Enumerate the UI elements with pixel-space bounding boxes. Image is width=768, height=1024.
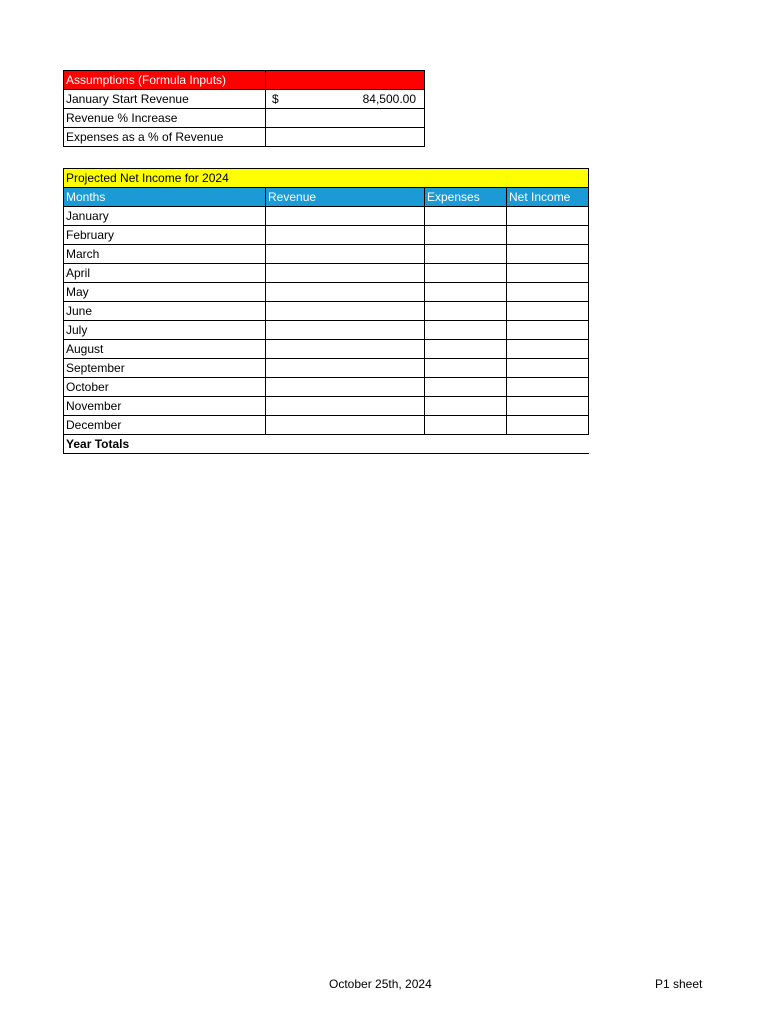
table-row	[64, 302, 589, 321]
net-income-cell[interactable]	[507, 359, 589, 378]
revenue-cell[interactable]	[266, 226, 425, 245]
assumption-value-revenue-increase[interactable]	[266, 109, 425, 128]
revenue-cell[interactable]	[266, 321, 425, 340]
expenses-cell[interactable]	[425, 264, 507, 283]
revenue-cell[interactable]	[266, 378, 425, 397]
table-row	[64, 359, 589, 378]
year-totals-expenses[interactable]	[425, 435, 507, 454]
expenses-cell[interactable]	[425, 283, 507, 302]
projection-title-row	[64, 169, 589, 188]
expenses-cell[interactable]	[425, 397, 507, 416]
month-cell[interactable]: January	[64, 207, 266, 226]
month-cell[interactable]: February	[64, 226, 266, 245]
month-cell[interactable]: May	[64, 283, 266, 302]
table-row	[64, 397, 589, 416]
expenses-cell[interactable]	[425, 207, 507, 226]
expenses-cell[interactable]	[425, 359, 507, 378]
currency-symbol: $	[272, 92, 279, 106]
year-totals-row	[64, 435, 589, 454]
table-row	[64, 226, 589, 245]
assumptions-header-row	[64, 71, 425, 90]
revenue-cell[interactable]	[266, 397, 425, 416]
net-income-cell[interactable]	[507, 416, 589, 435]
footer-page-label: P1 sheet	[655, 977, 703, 991]
assumptions-table	[63, 70, 425, 147]
net-income-cell[interactable]	[507, 378, 589, 397]
assumption-label-revenue-increase[interactable]: Revenue % Increase	[64, 109, 266, 128]
table-row	[64, 378, 589, 397]
footer-date: October 25th, 2024	[329, 977, 432, 991]
assumption-value-january-start-revenue[interactable]	[266, 90, 425, 109]
assumption-label-expenses-percent[interactable]: Expenses as a % of Revenue	[64, 128, 266, 147]
assumption-row	[64, 90, 425, 109]
assumption-value-expenses-percent[interactable]	[266, 128, 425, 147]
table-row	[64, 340, 589, 359]
month-cell[interactable]: September	[64, 359, 266, 378]
month-cell[interactable]: July	[64, 321, 266, 340]
currency-amount: 84,500.00	[362, 92, 416, 106]
month-cell[interactable]: April	[64, 264, 266, 283]
net-income-cell[interactable]	[507, 397, 589, 416]
month-cell[interactable]: December	[64, 416, 266, 435]
revenue-cell[interactable]	[266, 340, 425, 359]
table-row	[64, 283, 589, 302]
assumptions-header[interactable]: Assumptions (Formula Inputs)	[64, 71, 266, 90]
expenses-cell[interactable]	[425, 321, 507, 340]
month-rows	[64, 207, 589, 435]
column-header-months[interactable]: Months	[64, 188, 266, 207]
projection-table	[63, 168, 589, 454]
expenses-cell[interactable]	[425, 245, 507, 264]
net-income-cell[interactable]	[507, 245, 589, 264]
expenses-cell[interactable]	[425, 378, 507, 397]
month-cell[interactable]: August	[64, 340, 266, 359]
revenue-cell[interactable]	[266, 283, 425, 302]
net-income-cell[interactable]	[507, 321, 589, 340]
revenue-cell[interactable]	[266, 207, 425, 226]
table-row	[64, 416, 589, 435]
column-header-net-income[interactable]: Net Income	[507, 188, 589, 207]
revenue-cell[interactable]	[266, 264, 425, 283]
projection-title[interactable]: Projected Net Income for 2024	[64, 169, 589, 188]
table-row	[64, 207, 589, 226]
expenses-cell[interactable]	[425, 340, 507, 359]
assumption-label-january-start-revenue[interactable]: January Start Revenue	[64, 90, 266, 109]
month-cell[interactable]: November	[64, 397, 266, 416]
expenses-cell[interactable]	[425, 302, 507, 321]
net-income-cell[interactable]	[507, 302, 589, 321]
assumption-row	[64, 109, 425, 128]
revenue-cell[interactable]	[266, 302, 425, 321]
expenses-cell[interactable]	[425, 416, 507, 435]
column-header-expenses[interactable]: Expenses	[425, 188, 507, 207]
year-totals-label[interactable]: Year Totals	[64, 435, 266, 454]
net-income-cell[interactable]	[507, 264, 589, 283]
revenue-cell[interactable]	[266, 416, 425, 435]
month-cell[interactable]: October	[64, 378, 266, 397]
table-row	[64, 264, 589, 283]
year-totals-net-income[interactable]	[507, 435, 589, 454]
net-income-cell[interactable]	[507, 283, 589, 302]
net-income-cell[interactable]	[507, 226, 589, 245]
table-row	[64, 321, 589, 340]
expenses-cell[interactable]	[425, 226, 507, 245]
assumption-row	[64, 128, 425, 147]
year-totals-revenue[interactable]	[266, 435, 425, 454]
column-header-row	[64, 188, 589, 207]
revenue-cell[interactable]	[266, 359, 425, 378]
net-income-cell[interactable]	[507, 207, 589, 226]
revenue-cell[interactable]	[266, 245, 425, 264]
net-income-cell[interactable]	[507, 340, 589, 359]
column-header-revenue[interactable]: Revenue	[266, 188, 425, 207]
table-row	[64, 245, 589, 264]
month-cell[interactable]: June	[64, 302, 266, 321]
month-cell[interactable]: March	[64, 245, 266, 264]
assumptions-header-value-cell[interactable]	[266, 71, 425, 90]
